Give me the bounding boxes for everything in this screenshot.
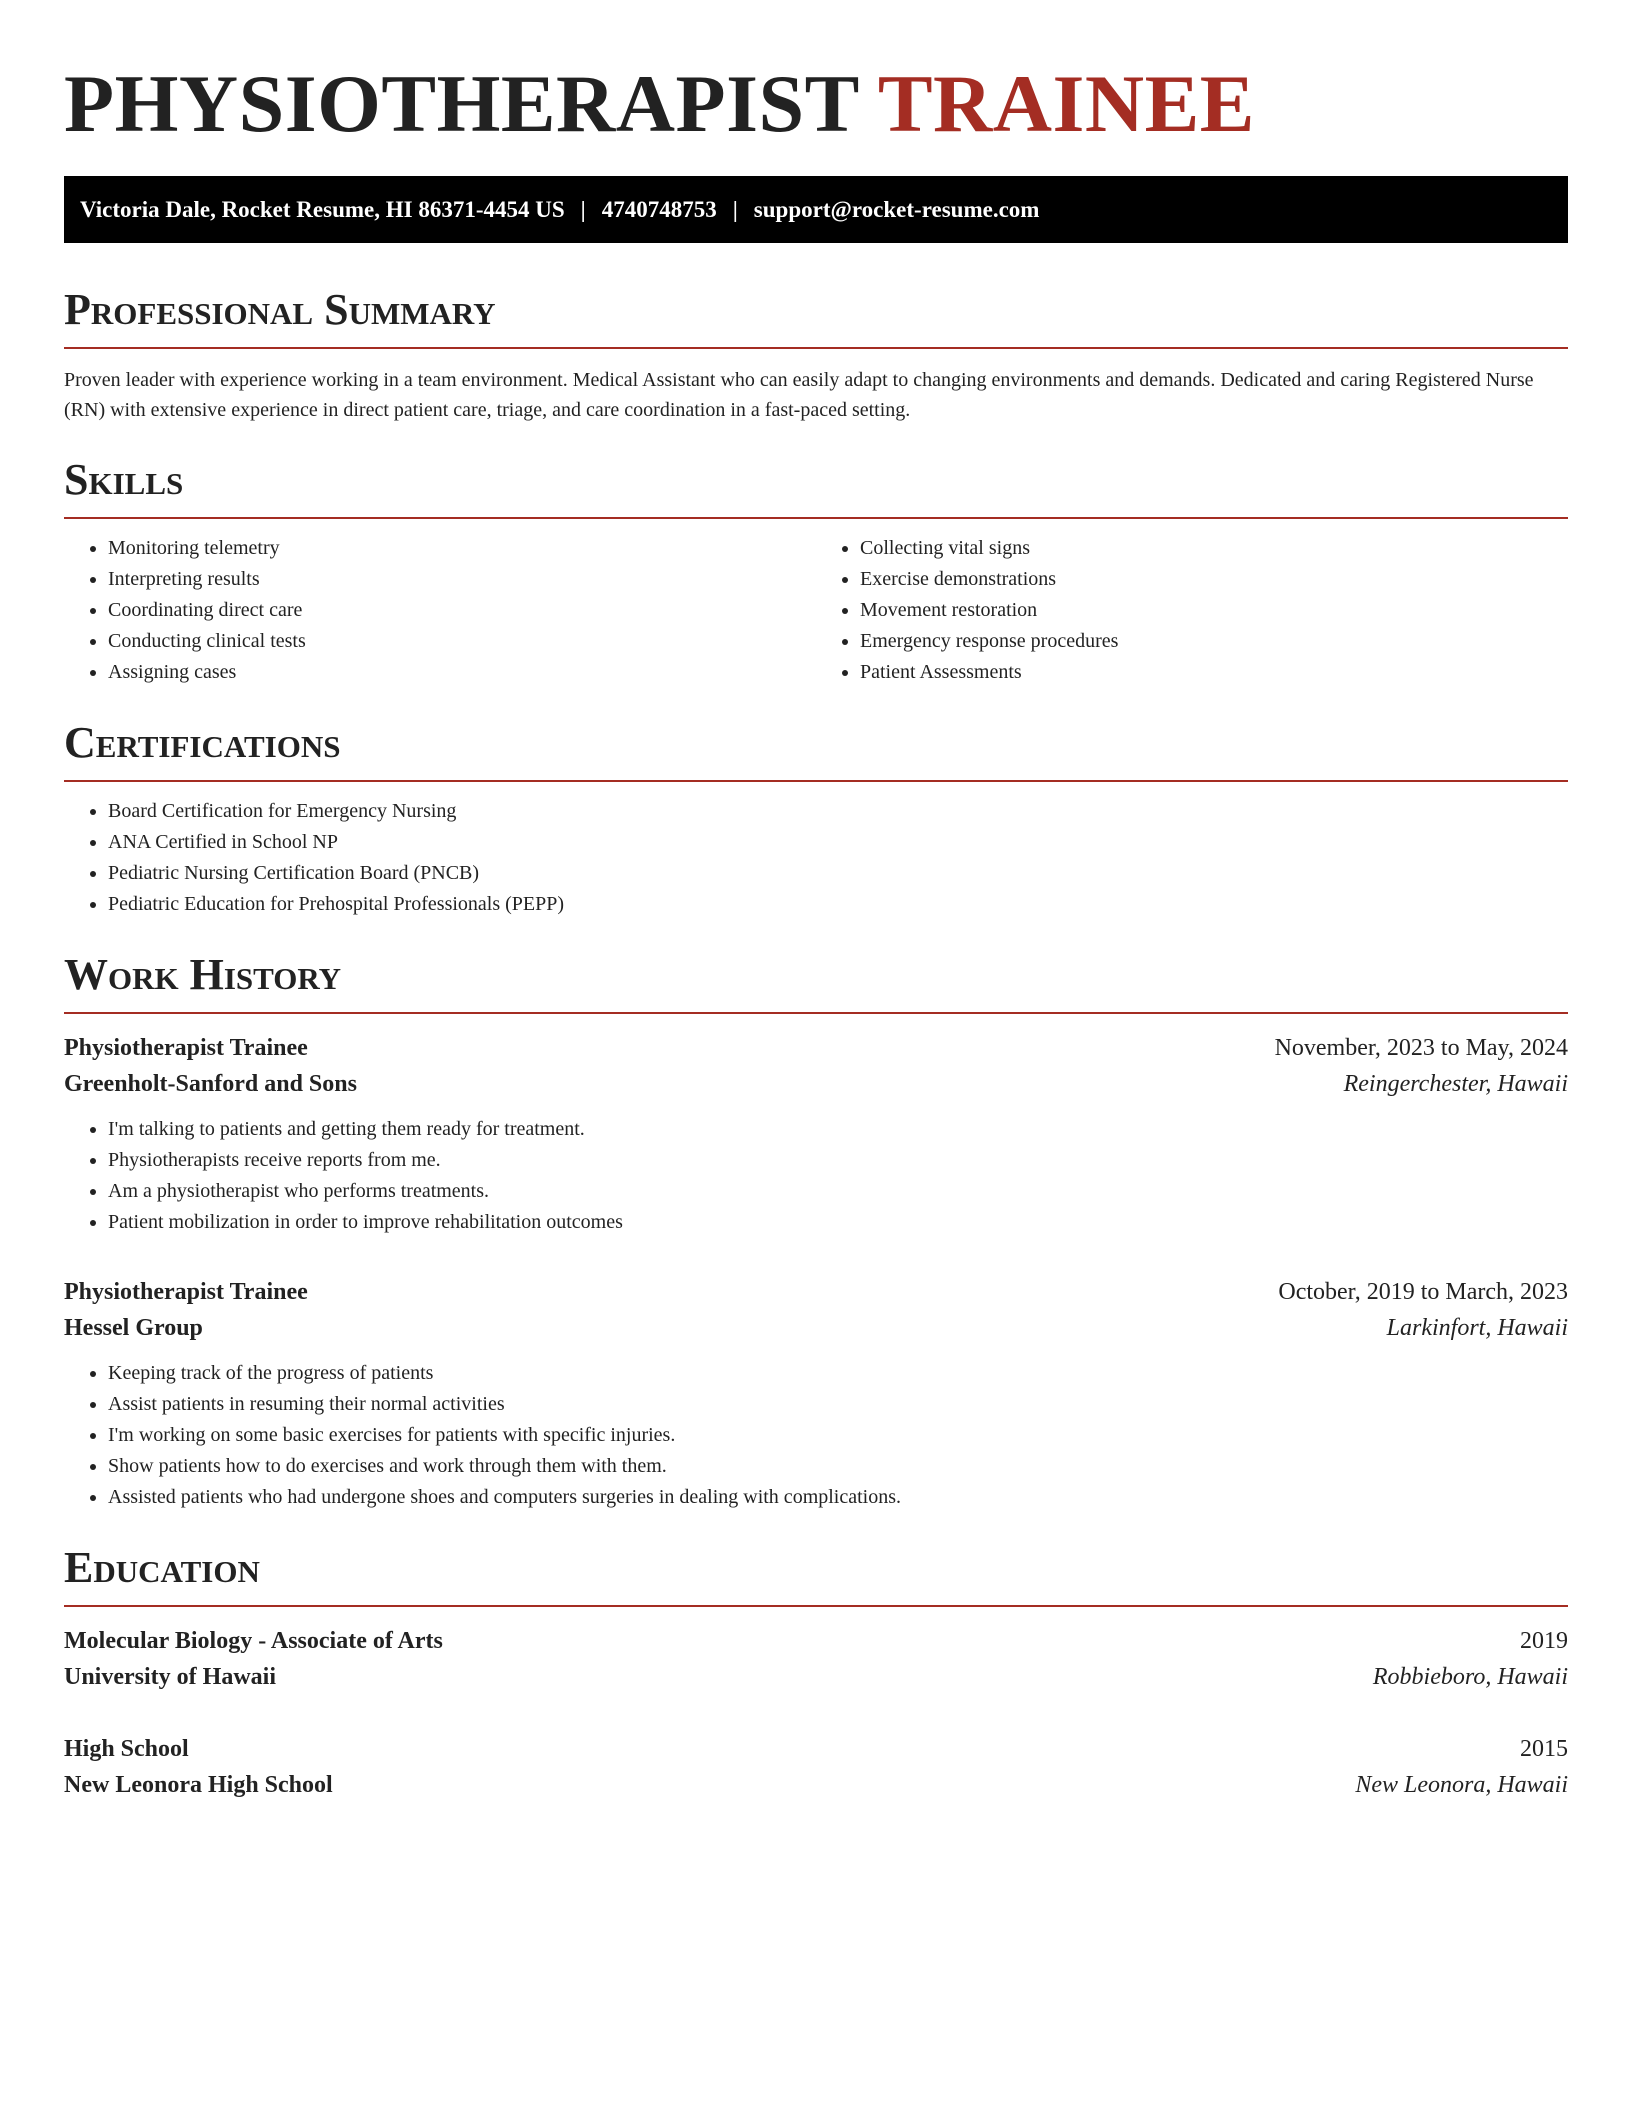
- job-bullets: [64, 1114, 1568, 1238]
- summary-heading: Professional Summary: [64, 285, 1568, 349]
- job-bullet: • Show patients how to do exercises and work through them with them.: [108, 1451, 1568, 1482]
- education-school: New Leonora High School: [64, 1772, 333, 1798]
- skills-grid: [64, 533, 1568, 688]
- skill-item: • Conducting clinical tests: [108, 626, 816, 657]
- skill-item: • Collecting vital signs: [860, 533, 1568, 564]
- skill-item: • Interpreting results: [108, 564, 816, 595]
- skills-list-right: [816, 533, 1568, 688]
- resume-title: [64, 58, 1568, 150]
- job-location: Reingerchester, Hawaii: [1343, 1071, 1568, 1097]
- job-dates: November, 2023 to May, 2024: [1274, 1035, 1568, 1061]
- education-section: [64, 1543, 1568, 1803]
- skills-list-left: [64, 533, 816, 688]
- job-bullet: • Assist patients in resuming their normal activities: [108, 1389, 1568, 1420]
- work-history-section: [64, 950, 1568, 1513]
- education-school: University of Hawaii: [64, 1664, 276, 1690]
- education-heading: Education: [64, 1543, 1568, 1607]
- contact-separator: |: [732, 196, 738, 222]
- job-title: Physiotherapist Trainee: [64, 1035, 308, 1061]
- summary-text: Proven leader with experience working in a team environment. Medical Assistant who can easily adapt to changing environments and demands. Dedicated and caring Registered Nurse (RN) with extensive experience in direct patient care, triage, and care coordination in a fast-paced setting.: [64, 369, 1534, 421]
- job-bullet: • I'm talking to patients and getting them ready for treatment.: [108, 1114, 1568, 1145]
- certification-item: • Pediatric Education for Prehospital Professionals (PEPP): [108, 889, 1568, 920]
- title-accent: TRAINEE: [877, 58, 1255, 149]
- education-degree: High School: [64, 1736, 189, 1762]
- education-entry: [64, 1731, 1568, 1803]
- job-bullet: • Patient mobilization in order to improve rehabilitation outcomes: [108, 1207, 1568, 1238]
- contact-separator: |: [580, 196, 586, 222]
- contact-phone: 4740748753: [601, 196, 717, 222]
- certification-item: • Pediatric Nursing Certification Board (PNCB): [108, 858, 1568, 889]
- education-entry: [64, 1623, 1568, 1695]
- job-bullets: [64, 1358, 1568, 1513]
- job-bullet: • Am a physiotherapist who performs treatments.: [108, 1176, 1568, 1207]
- job-bullet: • Keeping track of the progress of patients: [108, 1358, 1568, 1389]
- job-title: Physiotherapist Trainee: [64, 1279, 308, 1305]
- education-degree: Molecular Biology - Associate of Arts: [64, 1628, 443, 1654]
- education-school-row: [64, 1767, 1568, 1803]
- job-entry: [64, 1030, 1568, 1238]
- skills-heading: Skills: [64, 455, 1568, 519]
- job-bullet: • I'm working on some basic exercises for patients with specific injuries.: [108, 1420, 1568, 1451]
- contact-bar: [64, 176, 1568, 243]
- education-location: New Leonora, Hawaii: [1355, 1772, 1568, 1798]
- work-history-heading: Work History: [64, 950, 1568, 1014]
- contact-address: Victoria Dale, Rocket Resume, HI 86371-4454 US: [80, 196, 565, 222]
- skill-item: • Exercise demonstrations: [860, 564, 1568, 595]
- job-company: Greenholt-Sanford and Sons: [64, 1071, 357, 1097]
- job-company: Hessel Group: [64, 1315, 203, 1341]
- certification-item: • ANA Certified in School NP: [108, 827, 1568, 858]
- education-header-row: [64, 1623, 1568, 1659]
- job-bullet: • Physiotherapists receive reports from me.: [108, 1145, 1568, 1176]
- title-main: PHYSIOTHERAPIST: [64, 58, 859, 149]
- skills-section: [64, 455, 1568, 688]
- skill-item: • Patient Assessments: [860, 657, 1568, 688]
- skill-item: • Coordinating direct care: [108, 595, 816, 626]
- job-bullet: • Assisted patients who had undergone shoes and computers surgeries in dealing with complications.: [108, 1482, 1568, 1513]
- summary-section: [64, 285, 1568, 425]
- job-company-row: [64, 1066, 1568, 1102]
- certification-item: • Board Certification for Emergency Nursing: [108, 796, 1568, 827]
- contact-email: support@rocket-resume.com: [753, 196, 1040, 222]
- job-dates: October, 2019 to March, 2023: [1278, 1279, 1568, 1305]
- certifications-section: [64, 718, 1568, 920]
- skill-item: • Movement restoration: [860, 595, 1568, 626]
- skill-item: • Emergency response procedures: [860, 626, 1568, 657]
- skill-item: • Assigning cases: [108, 657, 816, 688]
- education-header-row: [64, 1731, 1568, 1767]
- education-year: 2019: [1520, 1628, 1568, 1654]
- skill-item: • Monitoring telemetry: [108, 533, 816, 564]
- education-school-row: [64, 1659, 1568, 1695]
- job-company-row: [64, 1310, 1568, 1346]
- job-header-row: [64, 1274, 1568, 1310]
- education-location: Robbieboro, Hawaii: [1372, 1664, 1568, 1690]
- job-entry: [64, 1274, 1568, 1513]
- education-year: 2015: [1520, 1736, 1568, 1762]
- job-location: Larkinfort, Hawaii: [1386, 1315, 1568, 1341]
- certifications-heading: Certifications: [64, 718, 1568, 782]
- job-header-row: [64, 1030, 1568, 1066]
- resume-page: [64, 58, 1568, 1803]
- certifications-list: [64, 796, 1568, 920]
